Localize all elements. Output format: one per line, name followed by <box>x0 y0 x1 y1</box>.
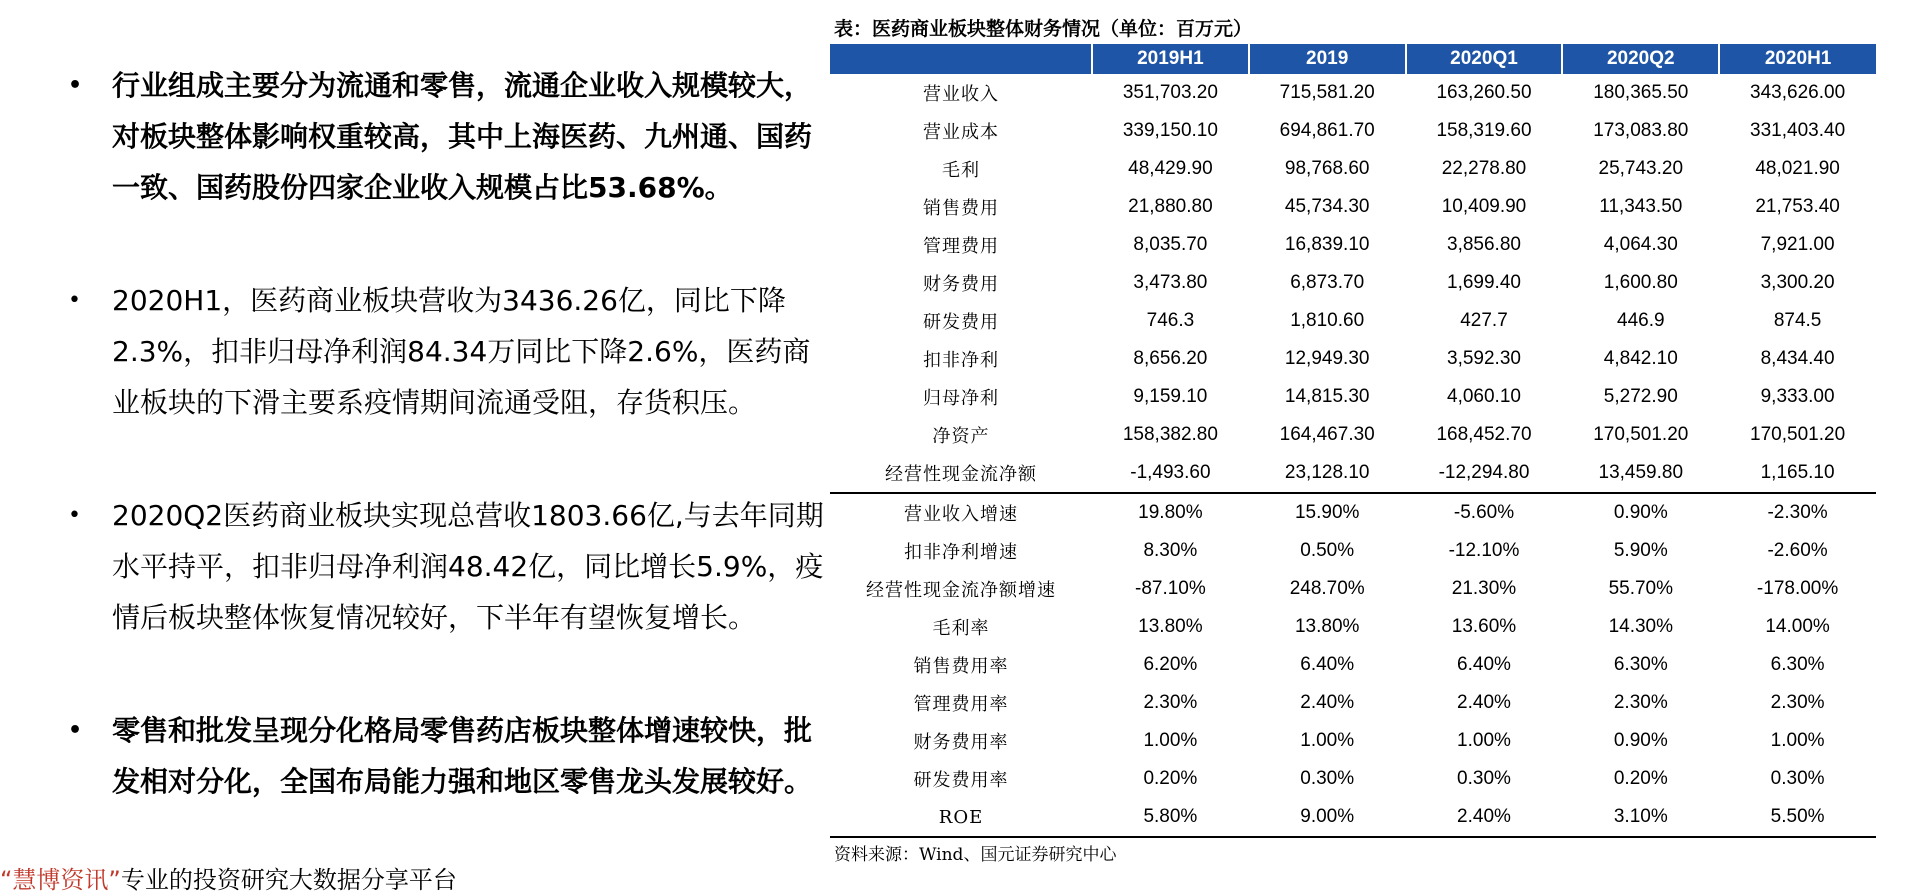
table-cell: 158,319.60 <box>1436 120 1532 141</box>
row-label: 毛利率 <box>932 618 990 639</box>
table-cell: 0.30% <box>1770 768 1825 789</box>
table-title: 表：医药商业板块整体财务情况（单位：百万元） <box>834 18 1253 40</box>
header-cell: 2019H1 <box>1092 44 1249 74</box>
table-cell: 14.30% <box>1608 616 1674 637</box>
table-cell: 21,753.40 <box>1755 196 1840 217</box>
table-cell: 16,839.10 <box>1284 234 1370 255</box>
table-cell: 6.30% <box>1770 654 1825 675</box>
table-cell: 25,743.20 <box>1598 158 1684 179</box>
table-cell: 8,656.20 <box>1133 348 1208 369</box>
table-row <box>830 570 1876 608</box>
table-cell: 3,592.30 <box>1447 348 1521 369</box>
table-cell: 1.00% <box>1300 730 1355 751</box>
footer-watermark <box>0 860 457 895</box>
table-cell: 168,452.70 <box>1436 424 1532 445</box>
table-cell: -178.00% <box>1756 578 1839 599</box>
row-label: 毛利 <box>942 160 980 181</box>
bullet-text: 2020H1，医药商业板块营收为3436.26亿，同比下降2.3%，扣非归母净利润84.34万同比下降2.6%，医药商业板块的下滑主要系疫情期间流通受阻，存货积压。 <box>112 284 811 419</box>
table-cell: 13.60% <box>1451 616 1517 637</box>
table-cell: 170,501.20 <box>1750 424 1846 445</box>
table-cell: 158,382.80 <box>1122 424 1218 445</box>
table-cell: 12,949.30 <box>1284 348 1370 369</box>
table-row <box>830 150 1876 188</box>
table-cell: -87.10% <box>1135 578 1206 599</box>
row-label: 财务费用 <box>923 274 999 295</box>
row-label: 经营性现金流净额增速 <box>866 580 1056 601</box>
table-cell: 8,434.40 <box>1760 348 1835 369</box>
table-row <box>830 112 1876 150</box>
table-cell: 3.10% <box>1562 798 1719 837</box>
table-row <box>830 378 1876 416</box>
table-cell: 3,473.80 <box>1133 272 1208 293</box>
table-cell: 2.30% <box>1143 692 1198 713</box>
table-cell: 6,873.70 <box>1290 272 1365 293</box>
financial-table <box>830 44 1876 838</box>
bullet-list <box>60 60 830 807</box>
bullet-text: 行业组成主要分为流通和零售，流通企业收入规模较大，对板块整体影响权重较高，其中上海医药、九州通、国药一致、国药股份四家企业收入规模占比53.68%。 <box>112 69 813 204</box>
row-label: 营业收入 <box>923 84 999 105</box>
table-cell: 6.40% <box>1300 654 1355 675</box>
table-cell: 48,021.90 <box>1755 158 1840 179</box>
header-cell: 2020Q1 <box>1406 44 1563 74</box>
row-label: 净资产 <box>932 426 990 447</box>
table-body <box>830 74 1876 837</box>
table-cell: 19.80% <box>1138 502 1203 523</box>
bullet-text: 2020Q2医药商业板块实现总营收1803.66亿,与去年同期水平持平，扣非归母净利润48.42亿，同比增长5.9%，疫情后板块整体恢复情况较好，下半年有望恢复增长。 <box>112 499 824 634</box>
table-row <box>830 608 1876 646</box>
row-label: 管理费用率 <box>913 694 1009 715</box>
table-cell: 0.30% <box>1300 768 1355 789</box>
table-cell: 7,921.00 <box>1760 234 1835 255</box>
table-cell: 1,600.80 <box>1603 272 1678 293</box>
row-label: ROE <box>830 798 1092 837</box>
table-cell: 9,333.00 <box>1760 386 1835 407</box>
table-cell: 163,260.50 <box>1436 82 1532 103</box>
table-cell: 0.50% <box>1300 540 1355 561</box>
table-cell: 2.30% <box>1770 692 1825 713</box>
row-label: 营业成本 <box>923 122 999 143</box>
source-note: 资料来源：Wind、国元证券研究中心 <box>834 845 1117 865</box>
header-cell: 2020Q2 <box>1562 44 1719 74</box>
table-cell: 5.90% <box>1613 540 1668 561</box>
table-cell: 0.90% <box>1613 730 1668 751</box>
bullet-dot-icon: • <box>68 73 83 98</box>
table-cell: 10,409.90 <box>1441 196 1527 217</box>
table-cell: 11,343.50 <box>1599 196 1683 217</box>
table-cell: 170,501.20 <box>1593 424 1689 445</box>
table-cell: 343,626.00 <box>1750 82 1846 103</box>
table-cell: 180,365.50 <box>1593 82 1689 103</box>
table-row <box>830 760 1876 798</box>
header-cell: 2019 <box>1249 44 1406 74</box>
table-cell: 0.90% <box>1613 502 1668 523</box>
table-cell: 9,159.10 <box>1133 386 1208 407</box>
table-cell: 14.00% <box>1765 616 1830 637</box>
table-cell: 21,880.80 <box>1128 196 1213 217</box>
table-cell: 98,768.60 <box>1284 158 1370 179</box>
table-row <box>830 646 1876 684</box>
table-cell: 4,842.10 <box>1603 348 1678 369</box>
table-cell: 4,064.30 <box>1603 234 1678 255</box>
table-cell: 6.40% <box>1457 654 1511 675</box>
table-cell: 8,035.70 <box>1133 234 1208 255</box>
table-cell: 1,699.40 <box>1447 272 1521 293</box>
row-label: 研发费用率 <box>913 770 1009 791</box>
row-label: 财务费用率 <box>913 732 1009 753</box>
table-cell: 351,703.20 <box>1122 82 1218 103</box>
table-cell: 22,278.80 <box>1441 158 1527 179</box>
row-label: 销售费用 <box>923 198 999 219</box>
bullet-dot-icon: • <box>68 503 81 528</box>
financial-table-section <box>830 14 1876 865</box>
table-cell: 1,810.60 <box>1290 310 1365 331</box>
table-cell: 3,300.20 <box>1760 272 1835 293</box>
table-cell: 874.5 <box>1773 310 1822 331</box>
table-cell: 694,861.70 <box>1279 120 1375 141</box>
table-row <box>830 74 1876 112</box>
table-cell: 5,272.90 <box>1603 386 1678 407</box>
table-cell: 13,459.80 <box>1562 454 1719 493</box>
table-cell: 1.00% <box>1457 730 1511 751</box>
table-cell: 248.70% <box>1289 578 1365 599</box>
table-cell: 48,429.90 <box>1128 158 1213 179</box>
bullet-text: 零售和批发呈现分化格局零售药店板块整体增速较快，批发相对分化，全国布局能力强和地区零售龙头发展较好。 <box>112 714 813 798</box>
row-label: 管理费用 <box>923 236 999 257</box>
table-cell: 173,083.80 <box>1593 120 1689 141</box>
table-row <box>830 454 1876 493</box>
row-label: 销售费用率 <box>913 656 1009 677</box>
table-cell: -12,294.80 <box>1406 454 1563 493</box>
table-cell: 3,856.80 <box>1447 234 1521 255</box>
table-cell: 8.30% <box>1143 540 1198 561</box>
table-cell: -1,493.60 <box>1092 454 1249 493</box>
row-label: 研发费用 <box>923 312 999 333</box>
table-cell: 6.20% <box>1143 654 1198 675</box>
table-cell: 6.30% <box>1613 654 1668 675</box>
table-cell: 0.30% <box>1457 768 1511 789</box>
bullet-dot-icon: • <box>68 288 81 313</box>
table-row <box>830 532 1876 570</box>
row-label: 营业收入增速 <box>904 504 1018 525</box>
table-cell: 2.40% <box>1457 692 1511 713</box>
footer-brand: “慧博资讯” <box>0 866 121 894</box>
footer-text: 专业的投资研究大数据分享平台 <box>120 866 457 894</box>
table-row <box>830 493 1876 532</box>
table-cell: 446.9 <box>1617 310 1665 331</box>
table-row <box>830 722 1876 760</box>
row-label: 扣非净利 <box>923 350 999 371</box>
table-row <box>830 340 1876 378</box>
table-cell: 746.3 <box>1146 310 1195 331</box>
row-label: 扣非净利增速 <box>904 542 1018 563</box>
table-cell: 0.20% <box>1143 768 1198 789</box>
table-row <box>830 684 1876 722</box>
table-row <box>830 188 1876 226</box>
table-row <box>830 302 1876 340</box>
table-cell: -2.30% <box>1767 502 1828 523</box>
table-cell: 1.00% <box>1770 730 1825 751</box>
table-cell: -5.60% <box>1453 502 1515 523</box>
header-cell: 2020H1 <box>1719 44 1876 74</box>
table-cell: 2.30% <box>1613 692 1668 713</box>
table-header-row <box>830 44 1876 74</box>
bullet-item <box>60 275 830 428</box>
row-label: 归母净利 <box>923 388 999 409</box>
table-cell: 13.80% <box>1138 616 1203 637</box>
table-cell: 0.20% <box>1613 768 1668 789</box>
table-cell: 339,150.10 <box>1122 120 1218 141</box>
table-cell: 21.30% <box>1451 578 1517 599</box>
table-cell: -2.60% <box>1767 540 1828 561</box>
table-cell: 5.80% <box>1092 798 1249 837</box>
table-cell: 715,581.20 <box>1279 82 1375 103</box>
bullet-item <box>60 705 830 807</box>
table-cell: 1,165.10 <box>1719 454 1876 493</box>
bullet-dot-icon: • <box>68 718 83 743</box>
table-row <box>830 798 1876 837</box>
table-cell: 9.00% <box>1249 798 1406 837</box>
bullet-item <box>60 490 830 643</box>
table-cell: 13.80% <box>1294 616 1360 637</box>
bullet-item <box>60 60 830 213</box>
table-cell: 15.90% <box>1294 502 1360 523</box>
table-cell: 2.40% <box>1406 798 1563 837</box>
table-cell: 55.70% <box>1608 578 1674 599</box>
table-cell: 331,403.40 <box>1750 120 1846 141</box>
table-row <box>830 226 1876 264</box>
table-cell: 427.7 <box>1460 310 1508 331</box>
row-label: 经营性现金流净额 <box>830 454 1092 493</box>
table-row <box>830 416 1876 454</box>
table-cell: 5.50% <box>1719 798 1876 837</box>
table-cell: -12.10% <box>1448 540 1520 561</box>
table-cell: 2.40% <box>1300 692 1355 713</box>
table-cell: 1.00% <box>1143 730 1198 751</box>
table-cell: 45,734.30 <box>1284 196 1370 217</box>
table-cell: 14,815.30 <box>1284 386 1370 407</box>
table-cell: 4,060.10 <box>1447 386 1521 407</box>
table-cell: 164,467.30 <box>1279 424 1375 445</box>
header-cell-blank <box>830 44 1092 74</box>
table-row <box>830 264 1876 302</box>
table-cell: 23,128.10 <box>1249 454 1406 493</box>
